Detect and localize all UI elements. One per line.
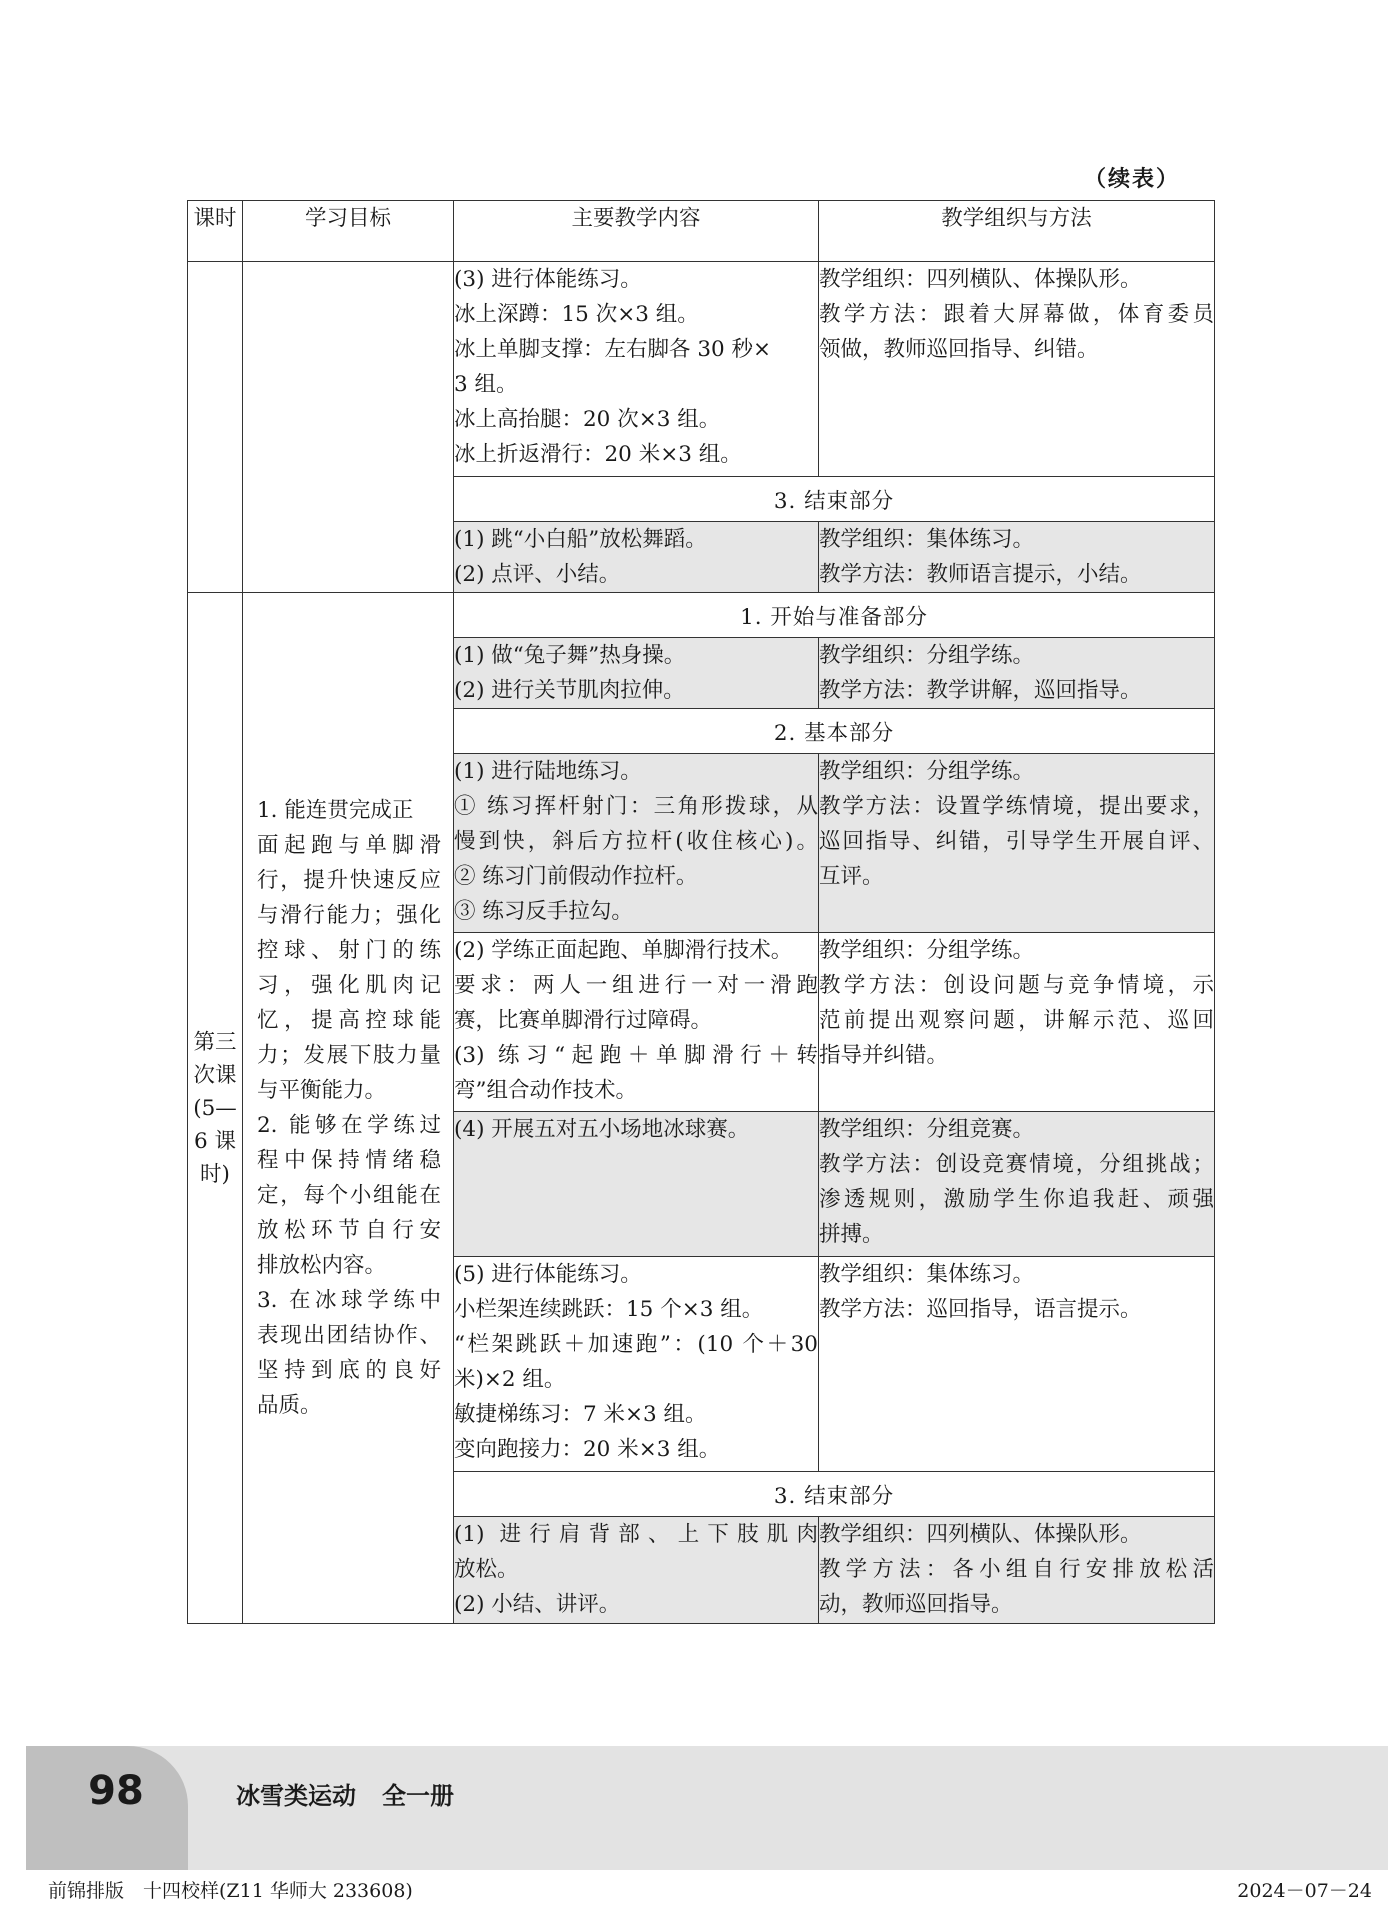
method-cell: 教学组织：分组学练。 教学方法：设置学练情境，提出要求， 巡回指导、纠错，引导学生开展自评、 互评。 (819, 754, 1215, 933)
header-method: 教学组织与方法 (819, 201, 1215, 262)
table-row (188, 262, 1215, 477)
method-cell: 教学组织：分组竞赛。 教学方法：创设竞赛情境，分组挑战； 渗透规则，激励学生你追我赶、顽强 拼搏。 (819, 1112, 1215, 1257)
content-cell: (1) 进行肩背部、上下肢肌肉 放松。 (2) 小结、讲评。 (454, 1517, 819, 1624)
method-cell: 教学组织：分组学练。 教学方法：创设问题与竞争情境，示 范前提出观察问题，讲解示范、巡回 指导并纠错。 (819, 933, 1215, 1112)
section-title: 1. 开始与准备部分 (454, 593, 1215, 638)
learning-goals: 1. 能连贯完成正 面起跑与单脚滑 行，提升快速反应 与滑行能力；强化 控球、射门的练 习，强化肌肉记 忆，提高控球能 力；发展下肢力量 与平衡能力。 2. 能够在学练过 程中保持情绪稳 定，每个小组能在 放松环节自行安 排放松内容。 3. 在冰球学练中 表现出团结协作、 坚持到底的良好 品质。 (243, 593, 454, 1624)
table-header-row (188, 201, 1215, 262)
method-cell: 教学组织：分组学练。 教学方法：教学讲解，巡回指导。 (819, 638, 1215, 709)
continued-label: （续表） (1083, 167, 1180, 192)
imprint-left: 前锦排版 十四校样(Z11 华师大 233608) (48, 1880, 413, 1902)
section-row (188, 593, 1215, 638)
method-cell: 教学组织：四列横队、体操队形。 教学方法：跟着大屏幕做，体育委员 领做，教师巡回指导、纠错。 (819, 262, 1215, 477)
content-cell: (4) 开展五对五小场地冰球赛。 (454, 1112, 819, 1257)
content-cell: (1) 做“兔子舞”热身操。 (2) 进行关节肌肉拉伸。 (454, 638, 819, 709)
header-lesson: 课时 (188, 201, 243, 262)
section-title: 3. 结束部分 (454, 1472, 1215, 1517)
content-cell: (3) 进行体能练习。 冰上深蹲：15 次×3 组。 冰上单脚支撑：左右脚各 30 秒× 3 组。 冰上高抬腿：20 次×3 组。 冰上折返滑行：20 米×3 组。 (454, 262, 819, 477)
imprint-date: 2024－07－24 (1237, 1880, 1372, 1902)
section-title: 3. 结束部分 (454, 477, 1215, 522)
method-cell: 教学组织：集体练习。 教学方法：巡回指导，语言提示。 (819, 1257, 1215, 1472)
content-cell: (1) 跳“小白船”放松舞蹈。 (2) 点评、小结。 (454, 522, 819, 593)
goals-cell-empty (243, 262, 454, 593)
book-subject: 冰雪类运动 (236, 1782, 356, 1810)
header-content: 主要教学内容 (454, 201, 819, 262)
lesson-plan-table (187, 200, 1215, 1624)
lesson-label: 第三 次课 (5— 6 课 时) (188, 593, 243, 1624)
book-volume: 全一册 (382, 1782, 454, 1810)
page-number: 98 (88, 1768, 144, 1814)
section-title: 2. 基本部分 (454, 709, 1215, 754)
book-title (236, 1776, 480, 1811)
content-cell: (5) 进行体能练习。 小栏架连续跳跃：15 个×3 组。 “栏架跳跃＋加速跑”：(10 个＋30 米)×2 组。 敏捷梯练习：7 米×3 组。 变向跑接力：20 米×3 组。 (454, 1257, 819, 1472)
content-cell: (1) 进行陆地练习。 ① 练习挥杆射门：三角形拨球，从 慢到快，斜后方拉杆(收住核心)。 ② 练习门前假动作拉杆。 ③ 练习反手拉勾。 (454, 754, 819, 933)
method-cell: 教学组织：四列横队、体操队形。 教学方法：各小组自行安排放松活 动，教师巡回指导。 (819, 1517, 1215, 1624)
header-goals: 学习目标 (243, 201, 454, 262)
lesson-cell-empty (188, 262, 243, 593)
footer-bar (26, 1746, 1388, 1870)
method-cell: 教学组织：集体练习。 教学方法：教师语言提示，小结。 (819, 522, 1215, 593)
content-cell: (2) 学练正面起跑、单脚滑行技术。 要求：两人一组进行一对一滑跑 赛，比赛单脚滑行过障碍。 (3) 练习“起跑＋单脚滑行＋转 弯”组合动作技术。 (454, 933, 819, 1112)
